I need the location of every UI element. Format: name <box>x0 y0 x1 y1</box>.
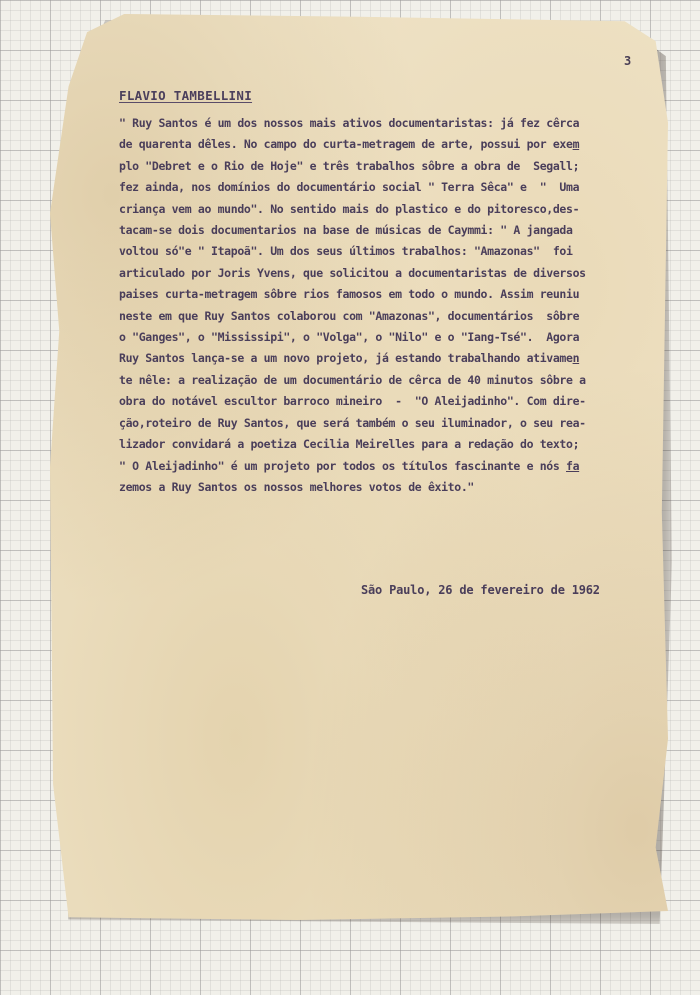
text-line: criança vem ao mundo". No sentido mais do plastico e do pitoresco,des- <box>119 201 580 216</box>
text-line: obra do notável escultor barroco mineiro - "O Aleijadinho". Com dire- <box>119 394 586 409</box>
text-line: articulado por Joris Yvens, que solicitou a documentaristas de diversos <box>119 265 586 280</box>
text-line: ção,roteiro de Ruy Santos, que será também o seu iluminador, o seu rea- <box>119 415 586 430</box>
text-line: zemos a Ruy Santos os nossos melhores votos de êxito." <box>119 479 474 494</box>
text-line: voltou só"e " Itapoã". Um dos seus últimos trabalhos: "Amazonas" foi <box>119 244 573 259</box>
text-line: plo "Debret e o Rio de Hoje" e três trabalhos sôbre a obra de Segall; <box>119 158 580 173</box>
text-line: lizador convidará a poetiza Cecilia Meirelles para a redação do texto; <box>119 437 580 452</box>
text-line: Ruy Santos lança-se a um novo projeto, já estando trabalhando ativamen <box>119 351 580 366</box>
text-line: te nêle: a realização de um documentário de cêrca de 40 minutos sôbre a <box>119 372 586 387</box>
page-number: 3 <box>624 54 632 68</box>
dateline: São Paulo, 26 de fevereiro de 1962 <box>361 583 600 597</box>
body-text <box>119 113 659 498</box>
author-heading: FLAVIO TAMBELLINI <box>119 88 253 103</box>
text-line: fez ainda, nos domínios do documentário social " Terra Sêca" e " Uma <box>119 180 580 195</box>
text-line: o "Ganges", o "Mississipi", o "Volga", o "Nilo" e o "Iang-Tsé". Agora <box>119 330 580 345</box>
text-line: paises curta-metragem sôbre rios famosos em todo o mundo. Assim reuniu <box>119 287 580 302</box>
text-line: de quarenta dêles. No campo do curta-metragem de arte, possui por exem <box>119 137 580 152</box>
text-line: neste em que Ruy Santos colaborou com "Amazonas", documentários sôbre <box>119 308 580 323</box>
text-line: tacam-se dois documentarios na base de músicas de Caymmi: " A jangada <box>119 223 573 238</box>
text-line: " Ruy Santos é um dos nossos mais ativos documentaristas: já fez cêrca <box>119 116 580 130</box>
text-line: " O Aleijadinho" é um projeto por todos os títulos fascinante e nós fa <box>119 458 580 473</box>
